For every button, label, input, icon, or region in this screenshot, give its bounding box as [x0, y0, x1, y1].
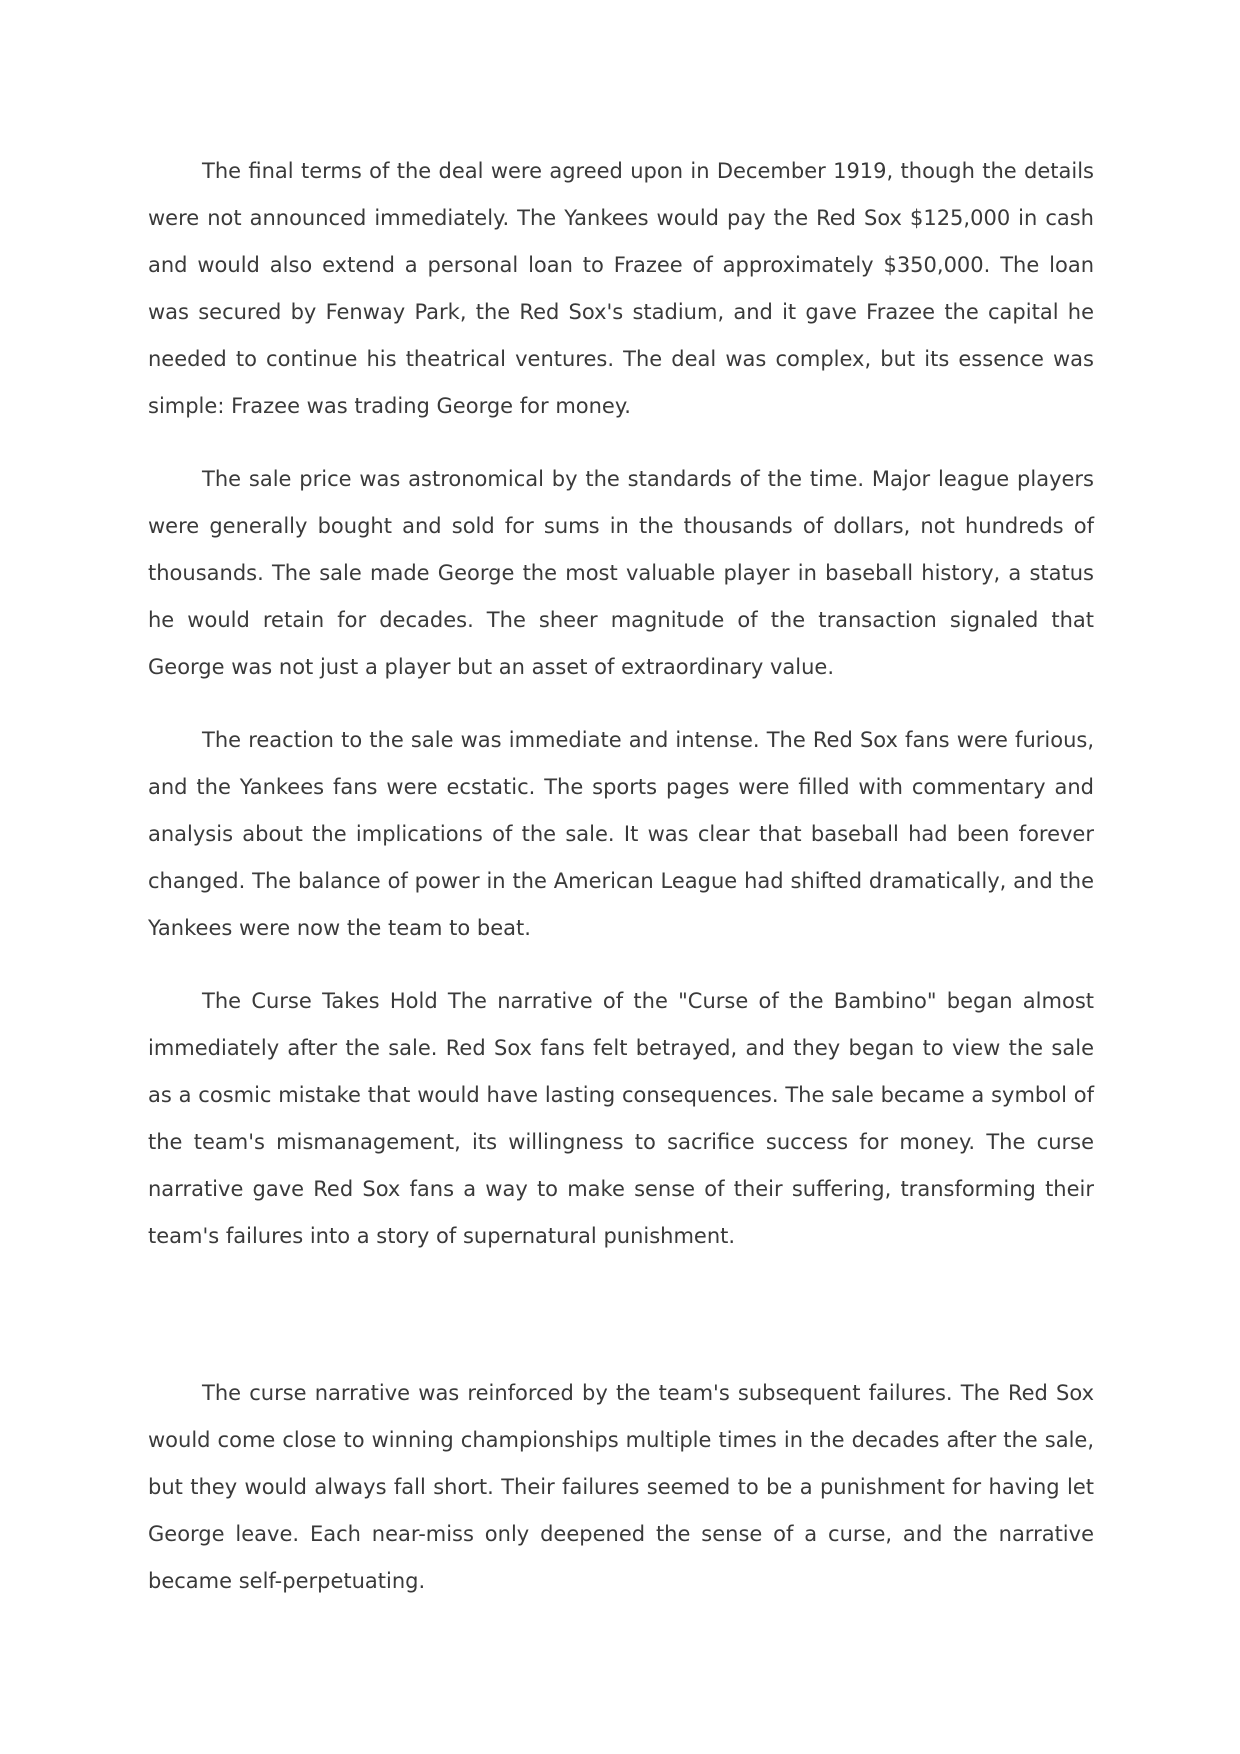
paragraph-deal-terms: The final terms of the deal were agreed upon in December 1919, though the details were not announced immediately. The Yankees would pay the Red Sox $125,000 in cash and would also extend a personal loan to Frazee of approximately $350,000. The loan was secured by Fenway Park, the Red Sox's stadium, and it gave Frazee the capital he needed to continue his theatrical ventures. The deal was complex, but its essence was simple: Frazee was trading George for money. — [148, 159, 1094, 418]
paragraph-curse-takes-hold: The Curse Takes Hold The narrative of the "Curse of the Bambino" began almost immediately after the sale. Red Sox fans felt betrayed, and they began to view the sale as a cosmic mistake that would have lasting consequences. The sale became a symbol of the team's mismanagement, its willingness to sacrifice success for money. The curse narrative gave Red Sox fans a way to make sense of their suffering, transforming their team's failures into a story of supernatural punishment. — [148, 989, 1094, 1248]
body-text — [148, 148, 1094, 1631]
paragraph-curse-reinforced: The curse narrative was reinforced by the team's subsequent failures. The Red Sox would come close to winning championships multiple times in the decades after the sale, but they would always fall short. Their failures seemed to be a punishment for having let George leave. Each near-miss only deepened the sense of a curse, and the narrative became self-perpetuating. — [148, 1381, 1094, 1593]
paragraph-reaction: The reaction to the sale was immediate and intense. The Red Sox fans were furious, and the Yankees fans were ecstatic. The sports pages were filled with commentary and analysis about the implications of the sale. It was clear that baseball had been forever changed. The balance of power in the American League had shifted dramatically, and the Yankees were now the team to beat. — [148, 728, 1094, 940]
paragraph-sale-price: The sale price was astronomical by the standards of the time. Major league players were generally bought and sold for sums in the thousands of dollars, not hundreds of thousands. The sale made George the most valuable player in baseball history, a status he would retain for decades. The sheer magnitude of the transaction signaled that George was not just a player but an asset of extraordinary value. — [148, 467, 1094, 679]
